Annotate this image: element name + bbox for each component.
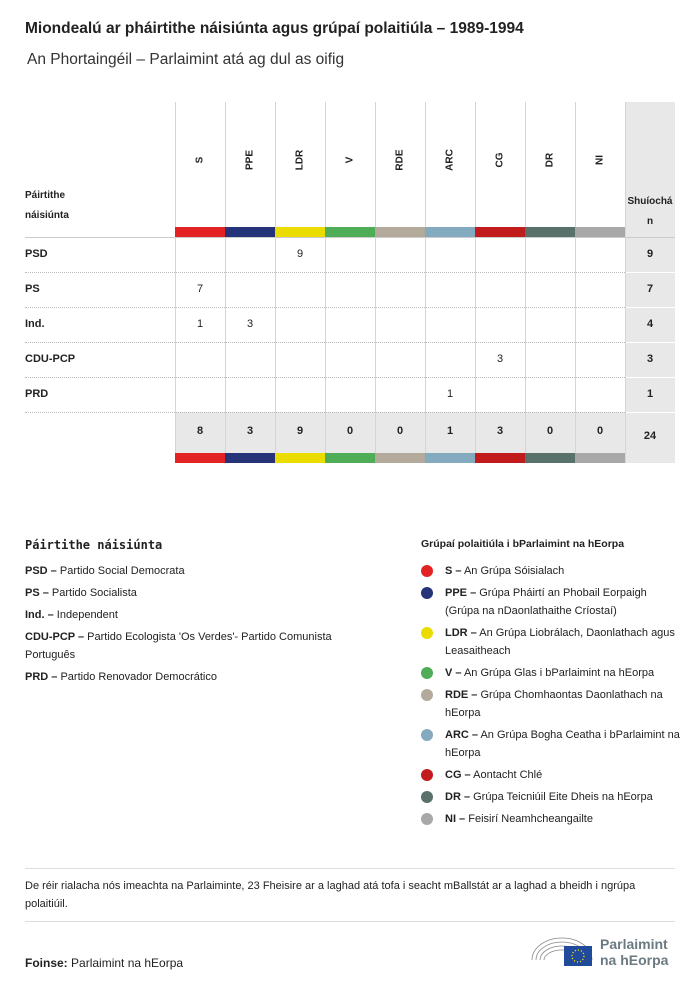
group-total: 3 <box>246 425 254 437</box>
group-column-header: RDE <box>394 149 406 171</box>
group-color-dot-icon <box>421 791 433 803</box>
national-legend-item: Ind. – Independent <box>25 609 118 621</box>
row-divider <box>625 377 675 378</box>
group-color-bar <box>575 453 625 463</box>
seat-cell: 1 <box>446 388 454 400</box>
grand-total: 24 <box>643 430 657 442</box>
group-column-header: CG <box>494 152 506 168</box>
row-header: Páirtithe náisiúnta <box>25 190 69 221</box>
seat-cell: 7 <box>196 283 204 295</box>
group-color-bar <box>525 227 575 237</box>
group-color-dot-icon <box>421 667 433 679</box>
row-total: 4 <box>646 318 654 330</box>
group-total: 0 <box>596 425 604 437</box>
group-color-bar <box>475 453 525 463</box>
group-legend-item: S – An Grúpa Sóisialach <box>445 565 565 577</box>
logo-text: Parlaimint na hEorpa <box>600 936 669 968</box>
group-color-bar <box>375 227 425 237</box>
group-color-bar <box>225 453 275 463</box>
ep-logo <box>530 930 680 970</box>
group-legend-item: DR – Grúpa Teicniúil Eite Dheis na hEorpa <box>445 791 653 803</box>
national-legend-item: PSD – Partido Social Democrata <box>25 565 185 577</box>
party-label: PRD <box>25 388 49 400</box>
divider <box>25 868 675 869</box>
party-label: Ind. <box>25 318 45 330</box>
seat-cell: 1 <box>196 318 204 330</box>
party-label: PSD <box>25 248 48 260</box>
row-divider <box>25 307 625 308</box>
row-divider <box>625 307 675 308</box>
national-legend-item: PRD – Partido Renovador Democrático <box>25 671 217 683</box>
group-color-dot-icon <box>421 565 433 577</box>
group-color-bar <box>225 227 275 237</box>
seat-cell: 3 <box>496 353 504 365</box>
party-label: PS <box>25 283 40 295</box>
row-divider <box>25 342 625 343</box>
group-color-bar <box>525 453 575 463</box>
group-total: 3 <box>496 425 504 437</box>
group-total: 0 <box>346 425 354 437</box>
group-legend-item: LDR – An Grúpa Liobrálach, Daonlathach agus Leasaitheach <box>445 627 675 657</box>
hemicycle-icon <box>530 930 594 968</box>
source-label: Foinse: <box>25 956 68 970</box>
row-divider <box>625 412 675 413</box>
group-color-bar <box>325 227 375 237</box>
row-divider <box>25 272 625 273</box>
group-color-bar <box>475 227 525 237</box>
row-divider <box>25 412 625 413</box>
group-total: 0 <box>546 425 554 437</box>
column-divider <box>625 102 626 463</box>
group-color-bar <box>175 453 225 463</box>
row-divider <box>625 272 675 273</box>
group-color-bar <box>425 453 475 463</box>
group-column-header: LDR <box>294 149 306 171</box>
group-column-header: V <box>344 156 356 164</box>
total-header: Shuíochán <box>627 196 673 227</box>
group-color-bar <box>375 453 425 463</box>
group-column-header: PPE <box>244 149 256 171</box>
group-total: 0 <box>396 425 404 437</box>
header-divider <box>25 237 675 238</box>
group-color-dot-icon <box>421 729 433 741</box>
group-legend-item: V – An Grúpa Glas i bParlaimint na hEorpa <box>445 667 655 679</box>
group-color-bar <box>175 227 225 237</box>
group-color-dot-icon <box>421 769 433 781</box>
party-label: CDU-PCP <box>25 353 76 365</box>
group-legend-item: CG – Aontacht Chlé <box>445 769 543 781</box>
row-total: 3 <box>646 353 654 365</box>
divider <box>25 921 675 922</box>
row-divider <box>25 377 625 378</box>
group-color-bar <box>575 227 625 237</box>
national-legend-item: CDU-PCP – Partido Ecologista 'Os Verdes'- Partido Comunista Português <box>25 631 332 661</box>
row-total: 1 <box>646 388 654 400</box>
page-title: Miondealú ar pháirtithe náisiúnta agus grúpaí polaitiúla – 1989-1994 <box>25 20 524 37</box>
national-legend-title: Páirtithe náisiúnta <box>25 538 163 552</box>
group-column-header: ARC <box>444 149 456 171</box>
group-color-dot-icon <box>421 627 433 639</box>
group-column-header: DR <box>544 152 556 168</box>
group-column-header: NI <box>594 155 606 165</box>
group-total: 8 <box>196 425 204 437</box>
group-total: 1 <box>446 425 454 437</box>
source-value: Parlaimint na hEorpa <box>71 956 184 970</box>
group-legend-item: NI – Feisirí Neamhcheangailte <box>445 813 593 825</box>
group-color-dot-icon <box>421 587 433 599</box>
footnote: De réir rialacha nós imeachta na Parlaiminte, 23 Fheisire ar a laghad atá tofa i seacht mBallstát ar a laghad a bheidh i ngrúpa polaitiúil. <box>25 880 636 910</box>
group-legend-item: PPE – Grúpa Pháirtí an Phobail Eorpaigh (Grúpa na nDaonlathaithe Críostaí) <box>445 587 647 617</box>
group-color-dot-icon <box>421 813 433 825</box>
group-column-header: S <box>194 156 206 164</box>
group-color-bar <box>275 453 325 463</box>
group-color-dot-icon <box>421 689 433 701</box>
source <box>25 956 183 970</box>
row-total: 7 <box>646 283 654 295</box>
group-color-bar <box>275 227 325 237</box>
seat-cell: 3 <box>246 318 254 330</box>
row-divider <box>625 342 675 343</box>
group-legend-title: Grúpaí polaitiúla i bParlaimint na hEorpa <box>421 538 625 550</box>
group-color-bar <box>325 453 375 463</box>
row-total: 9 <box>646 248 654 260</box>
group-color-bar <box>425 227 475 237</box>
national-legend-item: PS – Partido Socialista <box>25 587 137 599</box>
group-total: 9 <box>296 425 304 437</box>
seat-cell: 9 <box>296 248 304 260</box>
group-legend-item: RDE – Grúpa Chomhaontas Daonlathach na hEorpa <box>445 689 663 719</box>
page-subtitle: An Phortaingéil – Parlaimint atá ag dul as oifig <box>27 51 345 68</box>
group-legend-item: ARC – An Grúpa Bogha Ceatha i bParlaimint na hEorpa <box>445 729 680 759</box>
